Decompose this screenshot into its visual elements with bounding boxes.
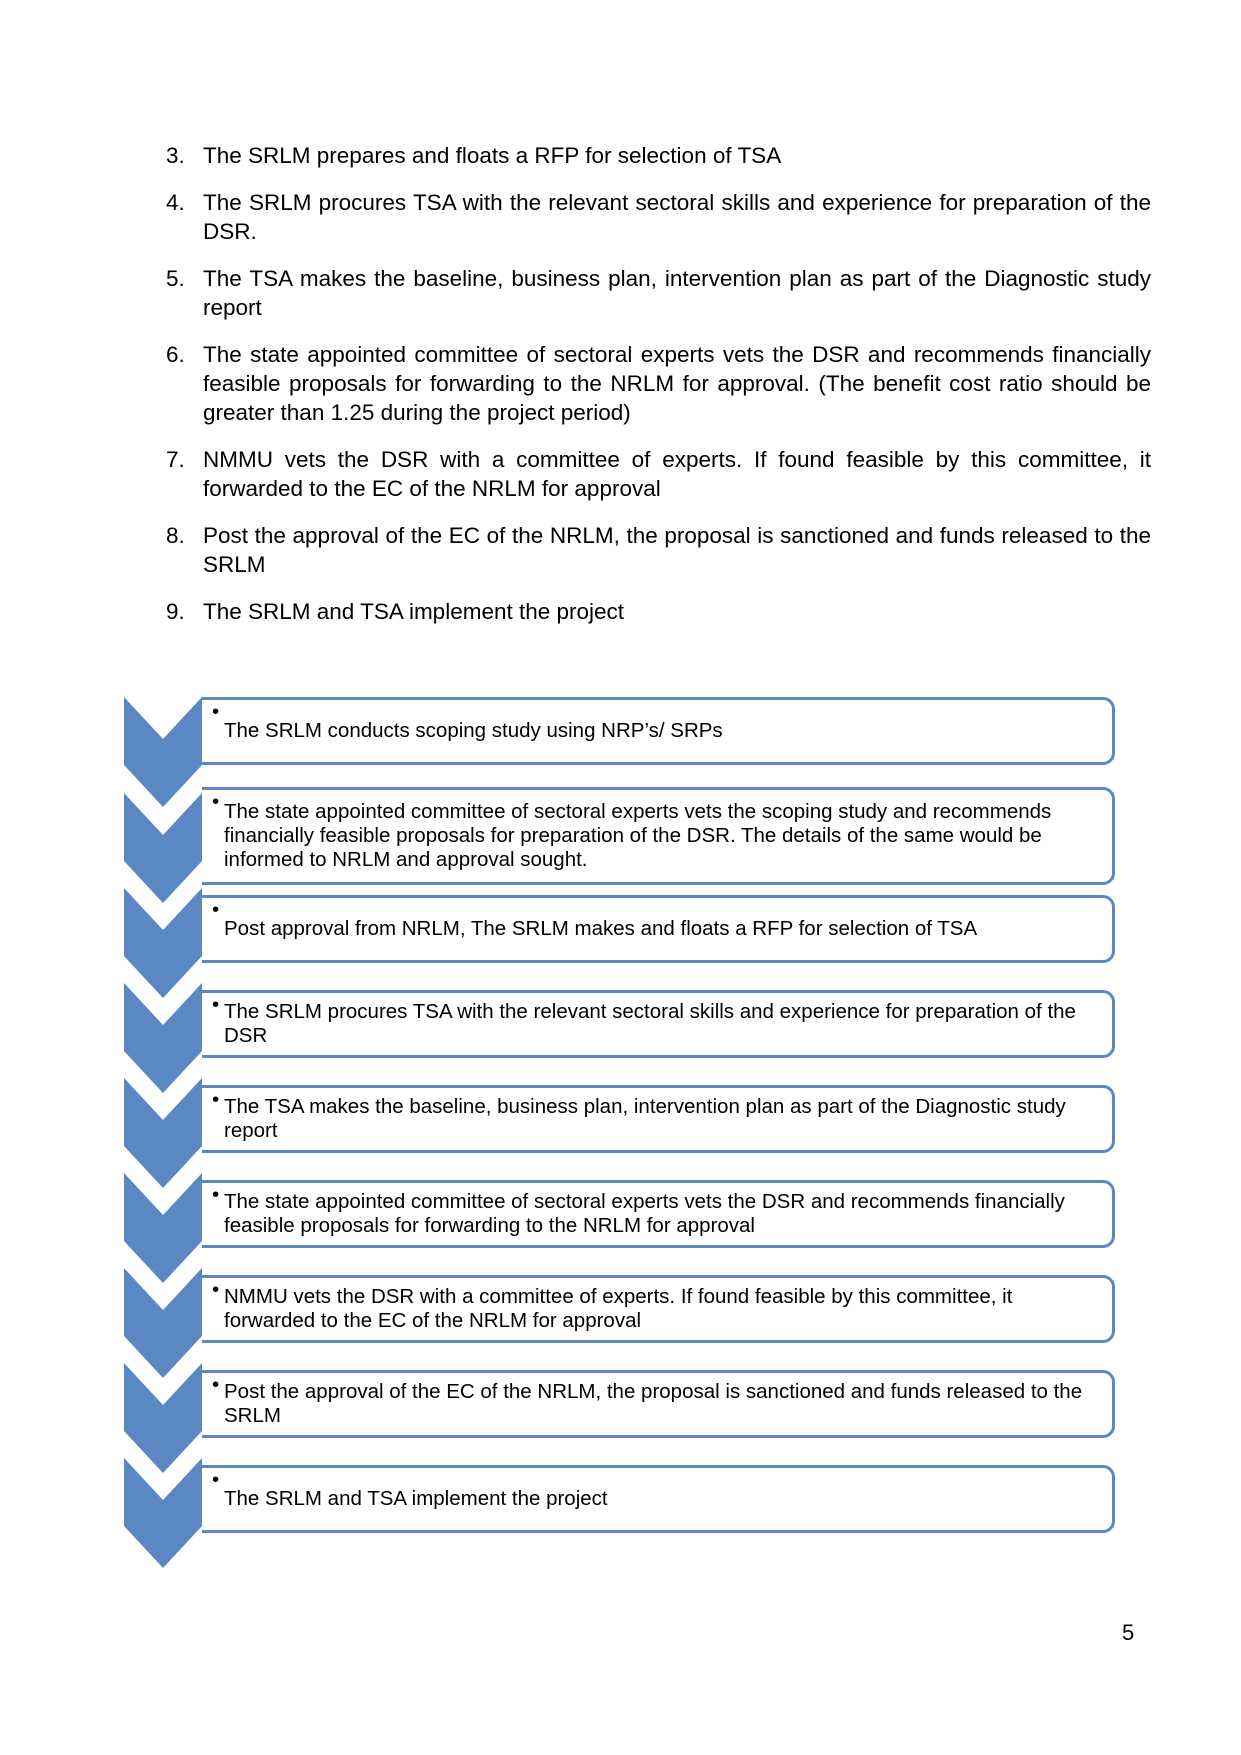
- flow-step-text: The SRLM conducts scoping study using NRP’s/ SRPs: [224, 719, 723, 742]
- flow-step-box: [202, 990, 1115, 1058]
- flow-step-text: Post approval from NRLM, The SRLM makes and floats a RFP for selection of TSA: [224, 917, 978, 940]
- bullet: •: [212, 1468, 220, 1491]
- bullet: •: [212, 898, 220, 921]
- list-number: 4.: [166, 190, 185, 215]
- flow-step-box: [202, 1275, 1115, 1343]
- flow-step-box: [202, 895, 1115, 963]
- page-number: 5: [1122, 1620, 1135, 1645]
- list-number: 9.: [166, 599, 185, 624]
- list-text: The SRLM prepares and floats a RFP for selection of TSA: [203, 143, 782, 168]
- list-text: The state appointed committee of sectoral experts vets the DSR and recommends financially feasible proposals for forwarding to the NRLM for approval. (The benefit cost ratio should be greater than 1.25 during the project period): [203, 342, 1151, 425]
- list-text: Post the approval of the EC of the NRLM, the proposal is sanctioned and funds released to the SRLM: [203, 523, 1151, 577]
- flow-step-text: The SRLM procures TSA with the relevant sectoral skills and experience for preparation of the DSR: [224, 1000, 1076, 1047]
- numbered-steps-list: [166, 141, 1151, 626]
- flow-step-box: [202, 697, 1115, 765]
- flow-step-box: [202, 1085, 1115, 1153]
- list-item: [166, 340, 1151, 427]
- list-text: The SRLM and TSA implement the project: [203, 599, 625, 624]
- flow-step-text: NMMU vets the DSR with a committee of experts. If found feasible by this committee, it forwarded to the EC of the NRLM for approval: [224, 1285, 1013, 1332]
- list-item: [166, 521, 1151, 579]
- flow-step-box: [202, 787, 1115, 885]
- list-item: [166, 264, 1151, 322]
- list-text: The TSA makes the baseline, business plan, intervention plan as part of the Diagnostic study report: [203, 266, 1151, 320]
- list-text: NMMU vets the DSR with a committee of experts. If found feasible by this committee, it forwarded to the EC of the NRLM for approval: [203, 447, 1151, 501]
- process-flow-diagram: [124, 697, 1124, 1597]
- bullet: •: [212, 1088, 220, 1111]
- flow-step-text: The state appointed committee of sectoral experts vets the DSR and recommends financially feasible proposals for forwarding to the NRLM for approval: [224, 1190, 1065, 1237]
- list-number: 3.: [166, 143, 185, 168]
- flow-step-box: [202, 1370, 1115, 1438]
- bullet: •: [212, 790, 220, 813]
- list-number: 8.: [166, 523, 185, 548]
- flow-step-box: [202, 1465, 1115, 1533]
- list-item: [166, 445, 1151, 503]
- list-item: [166, 188, 1151, 246]
- flow-step-text: The state appointed committee of sectoral experts vets the scoping study and recommends financially feasible proposals for preparation of the DSR. The details of the same would be informed to NRLM and approval sought.: [224, 800, 1052, 871]
- list-number: 6.: [166, 342, 185, 367]
- bullet: •: [212, 993, 220, 1016]
- flow-step-text: The SRLM and TSA implement the project: [224, 1487, 608, 1510]
- bullet: •: [212, 700, 220, 723]
- bullet: •: [212, 1373, 220, 1396]
- bullet: •: [212, 1278, 220, 1301]
- flow-step-text: Post the approval of the EC of the NRLM, the proposal is sanctioned and funds released to the SRLM: [224, 1380, 1083, 1427]
- list-item: [166, 141, 1151, 170]
- list-text: The SRLM procures TSA with the relevant sectoral skills and experience for preparation of the DSR.: [203, 190, 1151, 244]
- flow-step-box: [202, 1180, 1115, 1248]
- list-number: 7.: [166, 447, 185, 472]
- flow-step-text: The TSA makes the baseline, business plan, intervention plan as part of the Diagnostic study report: [224, 1095, 1066, 1142]
- list-number: 5.: [166, 266, 185, 291]
- list-item: [166, 597, 1151, 626]
- bullet: •: [212, 1183, 220, 1206]
